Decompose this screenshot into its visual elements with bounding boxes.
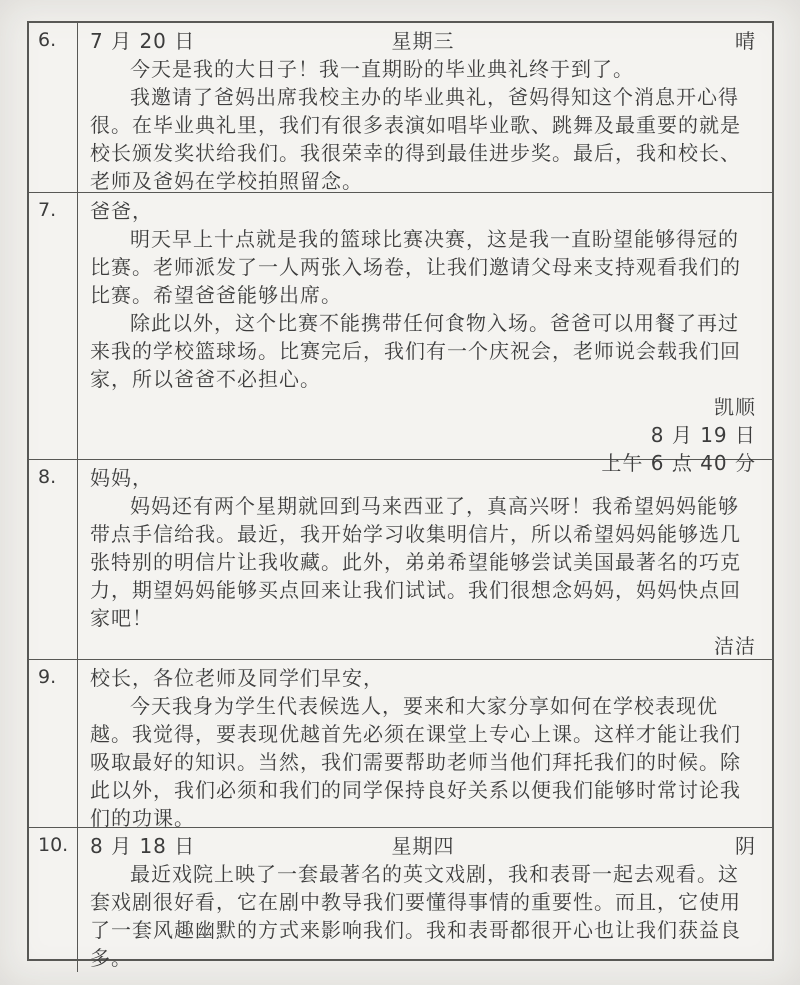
letter-salutation: 妈妈， [90, 466, 153, 490]
letter-salutation: 爸爸， [90, 199, 153, 223]
diary-header [90, 27, 756, 55]
entry-number: 10. [29, 828, 78, 972]
diary-weekday: 星期三 [391, 29, 455, 53]
diary-paragraph: 我邀请了爸妈出席我校主办的毕业典礼，爸妈得知这个消息开心得很。在毕业典礼里，我们有很多表演如唱毕业歌、跳舞及最重要的就是校长颁发奖状给我们。我很荣幸的得到最佳进步奖。最后，我和校长、老师及爸妈在学校拍照留念。 [90, 85, 741, 193]
letter-signature-block [90, 632, 756, 660]
speech-paragraph: 今天我身为学生代表候选人，要来和大家分享如何在学校表现优越。我觉得，要表现优越首先必须在课堂上专心上课。这样才能让我们吸取最好的知识。当然，我们需要帮助老师当他们拜托我们的时候。除此以外，我们必须和我们的同学保持良好关系以便我们能够时常讨论我们的功课。 [90, 694, 741, 830]
signature-name: 洁洁 [714, 634, 756, 658]
diary-paragraph: 今天是我的大日子！我一直期盼的毕业典礼终于到了。 [130, 57, 634, 81]
diary-date: 8 月 18 日 [90, 834, 196, 858]
entry-number: 6. [29, 23, 78, 192]
signature-name: 凯顺 [714, 395, 756, 419]
entry-content [78, 23, 772, 192]
diary-weekday: 星期四 [391, 834, 455, 858]
diary-paragraph: 最近戏院上映了一套最著名的英文戏剧，我和表哥一起去观看。这套戏剧很好看，它在剧中教导我们要懂得事情的重要性。而且，它使用了一套风趣幽默的方式来影响我们。我和表哥都很开心也让我们获益良多。 [90, 862, 741, 970]
speech-salutation: 校长，各位老师及同学们早安， [90, 666, 384, 690]
letter-paragraph: 明天早上十点就是我的篮球比赛决赛，这是我一直盼望能够得冠的比赛。老师派发了一人两张入场卷，让我们邀请父母来支持观看我们的比赛。希望爸爸能够出席。 [90, 227, 741, 307]
signature-time: 上午 6 点 40 分 [601, 451, 756, 475]
table-row-entry-10 [29, 828, 772, 972]
letter-paragraph: 妈妈还有两个星期就回到马来西亚了，真高兴呀！我希望妈妈能够带点手信给我。最近，我开始学习收集明信片，所以希望妈妈能够选几张特别的明信片让我收藏。此外，弟弟希望能够尝试美国最著名的巧克力，期望妈妈能够买点回来让我们试试。我们很想念妈妈，妈妈快点回家吧！ [90, 494, 741, 630]
diary-weather: 晴 [735, 29, 756, 53]
table-row-entry-9 [29, 660, 772, 828]
table-row-entry-7 [29, 193, 772, 475]
diary-weather: 阴 [735, 834, 756, 858]
table-row-entry-6 [29, 23, 772, 193]
diary-header [90, 832, 756, 860]
entry-content [78, 460, 772, 659]
entry-content [78, 193, 772, 475]
diary-date: 7 月 20 日 [90, 29, 196, 53]
entry-number: 9. [29, 660, 78, 827]
entry-number: 8. [29, 460, 78, 659]
signature-date: 8 月 19 日 [650, 423, 756, 447]
letter-paragraph: 除此以外，这个比赛不能携带任何食物入场。爸爸可以用餐了再过来我的学校篮球场。比赛完后，我们有一个庆祝会，老师说会载我们回家，所以爸爸不必担心。 [90, 311, 741, 391]
entry-content [78, 828, 772, 972]
entry-number: 7. [29, 193, 78, 459]
entry-content [78, 660, 772, 830]
worksheet-table [27, 21, 774, 970]
table-row-entry-8 [29, 460, 772, 660]
